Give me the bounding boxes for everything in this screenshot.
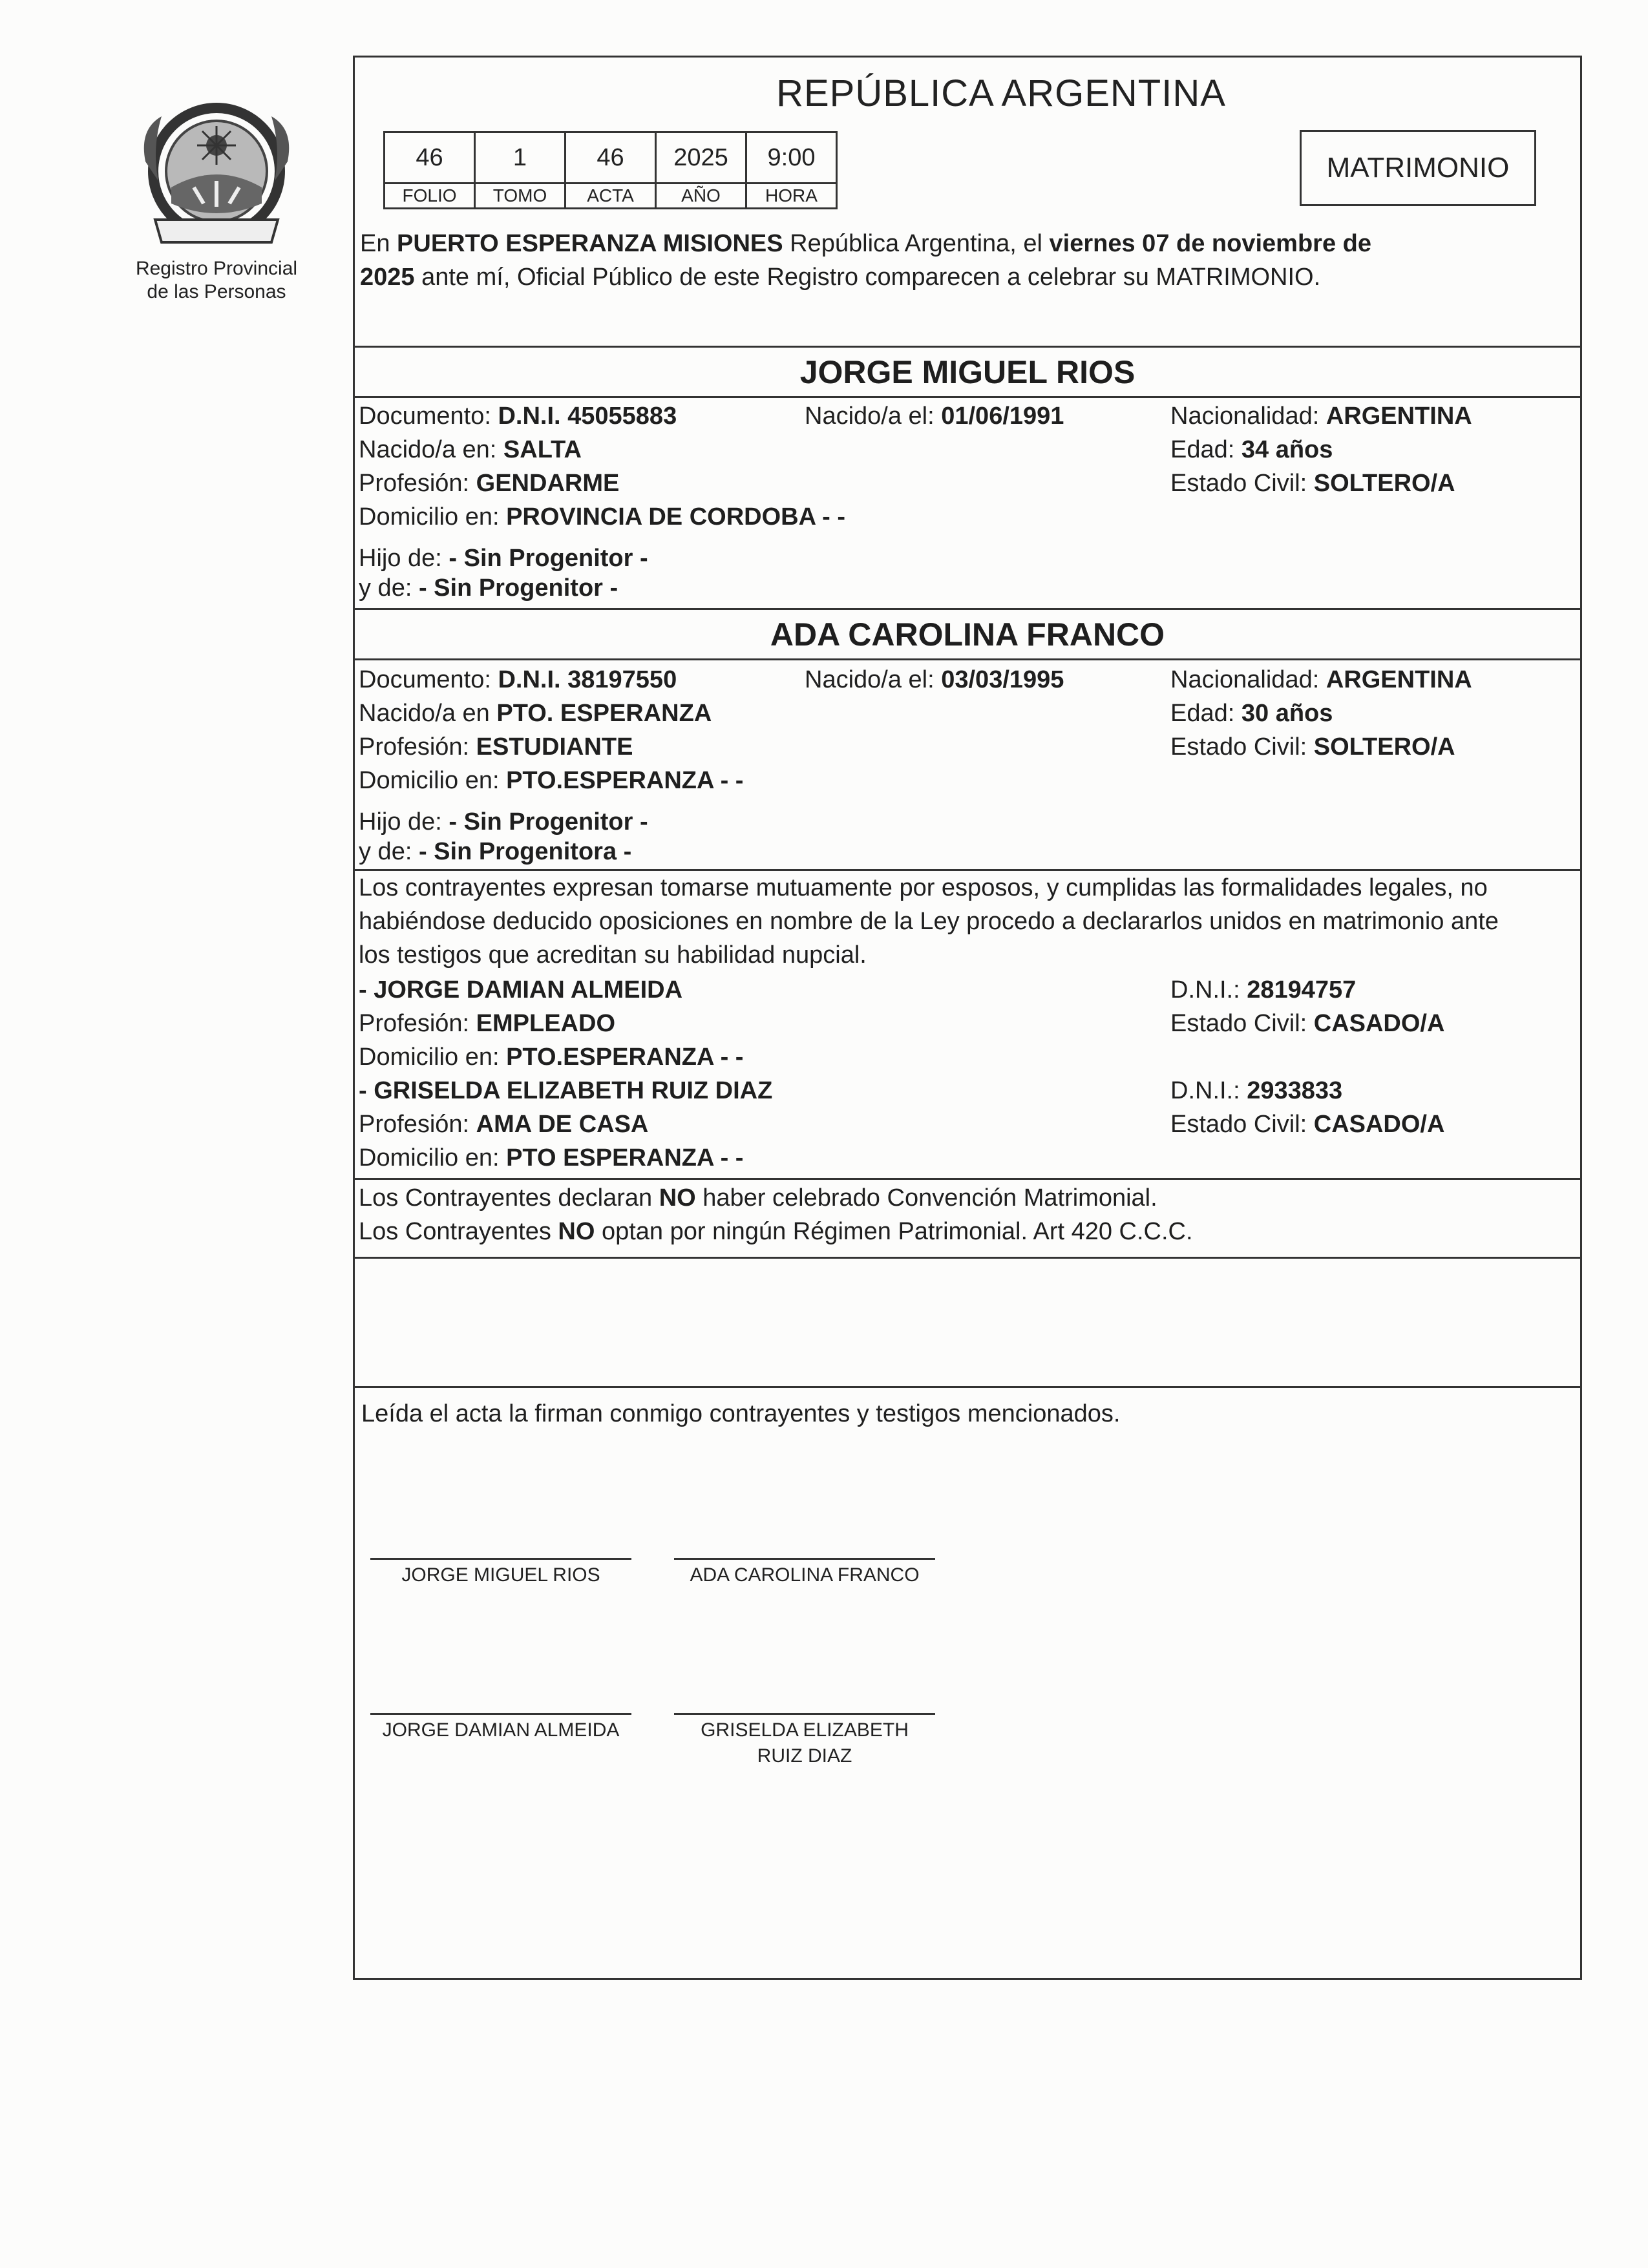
- c2-hijo-de: Hijo de: - Sin Progenitor -: [359, 808, 648, 835]
- contrayente2-name: ADA CAROLINA FRANCO: [770, 616, 1165, 653]
- testigo2-estado-civil: Estado Civil: CASADO/A: [1170, 1111, 1445, 1138]
- divider: [355, 1257, 1580, 1259]
- divider: [355, 396, 1580, 398]
- c2-nacido-el: Nacido/a el: 03/03/1995: [805, 666, 1064, 693]
- place: PUERTO ESPERANZA MISIONES: [397, 230, 783, 257]
- country-title: REPÚBLICA ARGENTINA: [776, 72, 1226, 114]
- c1-nacionalidad: Nacionalidad: ARGENTINA: [1170, 403, 1472, 430]
- year: 2025: [360, 264, 415, 291]
- acta-label: ACTA: [565, 184, 656, 209]
- c1-edad: Edad: 34 años: [1170, 436, 1333, 463]
- divider: [355, 346, 1580, 348]
- logo-caption-line: Registro Provincial: [135, 258, 298, 279]
- c2-documento: Documento: D.N.I. 38197550: [359, 666, 677, 693]
- divider: [355, 608, 1580, 610]
- testigo1-estado-civil: Estado Civil: CASADO/A: [1170, 1010, 1445, 1037]
- c2-edad: Edad: 30 años: [1170, 700, 1333, 727]
- anio-label: AÑO: [656, 184, 746, 209]
- misiones-coat-of-arms-icon: [132, 90, 301, 258]
- hora-label: HORA: [746, 184, 837, 209]
- testigo1-dni: D.N.I.: 28194757: [1170, 976, 1357, 1003]
- declaracion-line: habiéndose deducido oposiciones en nombre de la Ley procedo a declararlos unidos en matrimonio ante: [359, 908, 1499, 935]
- firma-testigo2: GRISELDA ELIZABETH RUIZ DIAZ: [674, 1713, 935, 1769]
- anio-value: 2025: [656, 132, 746, 184]
- c1-documento: Documento: D.N.I. 45055883: [359, 403, 677, 430]
- acta-value: 46: [565, 132, 656, 184]
- testigo1-name: - JORGE DAMIAN ALMEIDA: [359, 976, 683, 1003]
- firma-contrayente1: JORGE MIGUEL RIOS: [370, 1558, 631, 1588]
- c1-profesion: Profesión: GENDARME: [359, 470, 620, 497]
- testigo2-domicilio: Domicilio en: PTO ESPERANZA - -: [359, 1144, 744, 1171]
- c2-nacionalidad: Nacionalidad: ARGENTINA: [1170, 666, 1472, 693]
- testigo1-profesion: Profesión: EMPLEADO: [359, 1010, 616, 1037]
- tomo-label: TOMO: [475, 184, 565, 209]
- hora-value: 9:00: [746, 132, 837, 184]
- c1-y-de: y de: - Sin Progenitor -: [359, 574, 618, 602]
- folio-grid: [383, 131, 838, 209]
- divider: [355, 1178, 1580, 1180]
- testigo1-domicilio: Domicilio en: PTO.ESPERANZA - -: [359, 1044, 744, 1071]
- declaracion-line: los testigos que acreditan su habilidad nupcial.: [359, 941, 867, 969]
- c2-domicilio: Domicilio en: PTO.ESPERANZA - -: [359, 767, 744, 794]
- cierre-text: Leída el acta la firman conmigo contrayentes y testigos mencionados.: [361, 1400, 1121, 1427]
- c1-nacido-el: Nacido/a el: 01/06/1991: [805, 403, 1064, 430]
- c2-estado-civil: Estado Civil: SOLTERO/A: [1170, 733, 1455, 761]
- convencion-line: Los Contrayentes declaran NO haber celebrado Convención Matrimonial.: [359, 1184, 1157, 1212]
- logo-caption: [103, 257, 330, 304]
- folio-value: 46: [385, 132, 475, 184]
- testigo2-profesion: Profesión: AMA DE CASA: [359, 1111, 649, 1138]
- c2-y-de: y de: - Sin Progenitora -: [359, 838, 632, 865]
- date: viernes 07 de noviembre de: [1049, 230, 1371, 257]
- c2-profesion: Profesión: ESTUDIANTE: [359, 733, 633, 761]
- acta-frame: [353, 56, 1582, 1980]
- tomo-value: 1: [475, 132, 565, 184]
- divider: [355, 658, 1580, 660]
- declaracion-line: Los contrayentes expresan tomarse mutuamente por esposos, y cumplidas las formalidades legales, no: [359, 874, 1488, 901]
- c1-nacido-en: Nacido/a en: SALTA: [359, 436, 582, 463]
- divider: [355, 869, 1580, 871]
- testigo2-dni: D.N.I.: 2933833: [1170, 1077, 1343, 1104]
- folio-label: FOLIO: [385, 184, 475, 209]
- c1-hijo-de: Hijo de: - Sin Progenitor -: [359, 545, 648, 572]
- contrayente1-name: JORGE MIGUEL RIOS: [799, 354, 1136, 390]
- testigo2-name: - GRISELDA ELIZABETH RUIZ DIAZ: [359, 1077, 773, 1104]
- divider: [355, 1386, 1580, 1388]
- c1-domicilio: Domicilio en: PROVINCIA DE CORDOBA - -: [359, 503, 846, 530]
- logo-caption-line: de las Personas: [147, 281, 286, 302]
- c1-estado-civil: Estado Civil: SOLTERO/A: [1170, 470, 1455, 497]
- acta-type-box: MATRIMONIO: [1300, 130, 1536, 206]
- firma-testigo1: JORGE DAMIAN ALMEIDA: [370, 1713, 631, 1743]
- regimen-line: Los Contrayentes NO optan por ningún Régimen Patrimonial. Art 420 C.C.C.: [359, 1218, 1193, 1245]
- c2-nacido-en: Nacido/a en PTO. ESPERANZA: [359, 700, 712, 727]
- intro-paragraph: En PUERTO ESPERANZA MISIONES República Argentina, el viernes 07 de noviembre de 2025 ante mí, Oficial Público de este Registro comparecen a celebrar su MATRIMONIO.: [360, 230, 1371, 291]
- firma-contrayente2: ADA CAROLINA FRANCO: [674, 1558, 935, 1588]
